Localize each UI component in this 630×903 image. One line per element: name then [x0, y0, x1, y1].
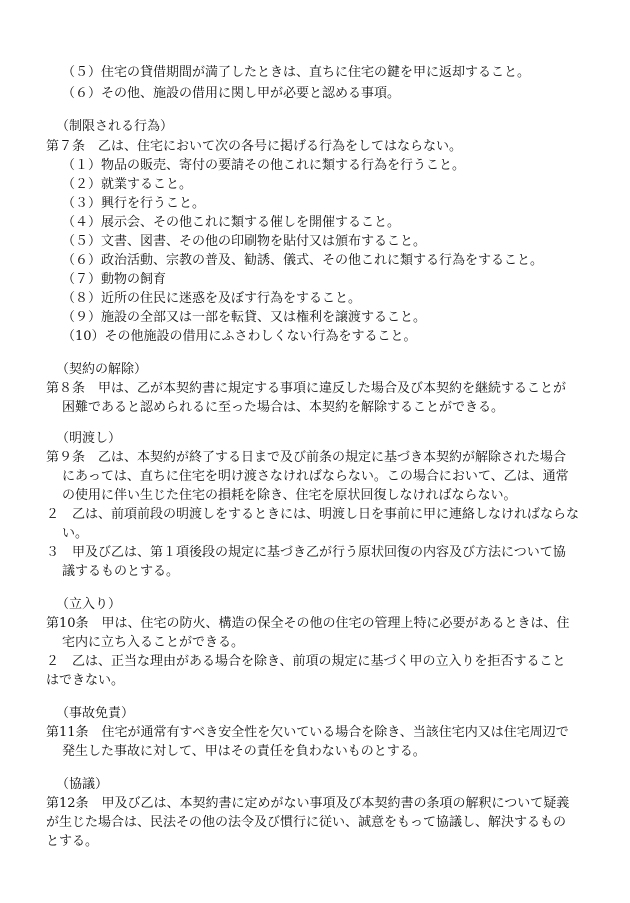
- article-10-para-2-line-1: ２ 乙は、正当な理由がある場合を除き、前項の規定に基づく甲の立入りを拒否すること: [46, 654, 566, 669]
- article-11-line-2: 発生した事故に対して、甲はその責任を負わないものとする。: [62, 744, 426, 759]
- heading-contract-termination: （契約の解除）: [56, 362, 148, 377]
- article-8-line-2: 困難であると認められるに至った場合は、本契約を解除することができる。: [62, 400, 505, 415]
- article-9-line-2: にあっては、直ちに住宅を明け渡さなければならない。この場合において、乙は、通常: [62, 469, 569, 484]
- article-10-line-1: 第10条 甲は、住宅の防火、構造の保全その他の住宅の管理上特に必要があるときは、住: [46, 616, 570, 631]
- heading-vacating: （明渡し）: [56, 431, 122, 446]
- article-7-item-6: （６）政治活動、宗教の普及、勧誘、儀式、その他これに類する行為をすること。: [62, 253, 544, 268]
- item-5-key-return: （５）住宅の貸借期間が満了したときは、直ちに住宅の鍵を甲に返却すること。: [62, 65, 531, 80]
- item-6-other-matters: （６）その他、施設の借用に関し甲が必要と認める事項。: [62, 86, 401, 101]
- article-9-para-2-line-2: い。: [62, 526, 89, 541]
- article-12-line-2: が生じた場合は、民法その他の法令及び慣行に従い、誠意をもって協議し、解決するもの: [46, 815, 567, 830]
- article-11-line-1: 第11条 住宅が通常有すべき安全性を欠いている場合を除き、当該住宅内又は住宅周辺で: [46, 725, 569, 740]
- article-7-item-3: （３）興行を行うこと。: [62, 196, 206, 211]
- article-9-para-2-line-1: ２ 乙は、前項前段の明渡しをするときには、明渡し日を事前に甲に連絡しなければならな: [46, 507, 580, 522]
- article-7-item-8: （８）近所の住民に迷惑を及ぼす行為をすること。: [62, 291, 362, 306]
- article-7-item-1: （１）物品の販売、寄付の要請その他これに類する行為を行うこと。: [62, 158, 466, 173]
- article-12-line-1: 第12条 甲及び乙は、本契約書に定めがない事項及び本契約書の条項の解釈について疑義: [46, 796, 570, 811]
- article-7-item-5: （５）文書、図書、その他の印刷物を貼付又は頒布すること。: [62, 234, 427, 249]
- heading-entry: （立入り）: [56, 597, 122, 612]
- article-7-item-9: （９）施設の全部又は一部を転貸、又は権利を譲渡すること。: [62, 310, 427, 325]
- article-7-item-4: （４）展示会、その他これに類する催しを開催すること。: [62, 215, 401, 230]
- article-9-para-3-line-2: 議するものとする。: [62, 564, 180, 579]
- heading-accident-exemption: （事故免責）: [56, 706, 135, 721]
- heading-consultation: （協議）: [56, 777, 109, 792]
- article-7-item-2: （２）就業すること。: [62, 177, 193, 192]
- article-7-item-10: （10）その他施設の借用にふさわしくない行為をすること。: [62, 329, 417, 344]
- heading-prohibited-acts: （制限される行為）: [56, 119, 174, 134]
- article-8-line-1: 第８条 甲は、乙が本契約書に規定する事項に違反した場合及び本契約を継続することが: [46, 381, 567, 396]
- article-9-para-3-line-1: ３ 甲及び乙は、第１項後段の規定に基づき乙が行う原状回復の内容及び方法について協: [46, 545, 566, 560]
- article-10-line-2: 宅内に立ち入ることができる。: [62, 635, 245, 650]
- article-12-line-3: とする。: [46, 834, 99, 849]
- article-7-item-7: （７）動物の飼育: [62, 272, 167, 287]
- article-10-para-2-line-2: はできない。: [46, 673, 125, 688]
- article-9-line-3: の使用に伴い生じた住宅の損耗を除き、住宅を原状回復しなければならない。: [62, 488, 517, 503]
- article-7: 第７条 乙は、住宅において次の各号に掲げる行為をしてはならない。: [46, 139, 463, 154]
- article-9-line-1: 第９条 乙は、本契約が終了する日まで及び前条の規定に基づき本契約が解除された場合: [46, 450, 567, 465]
